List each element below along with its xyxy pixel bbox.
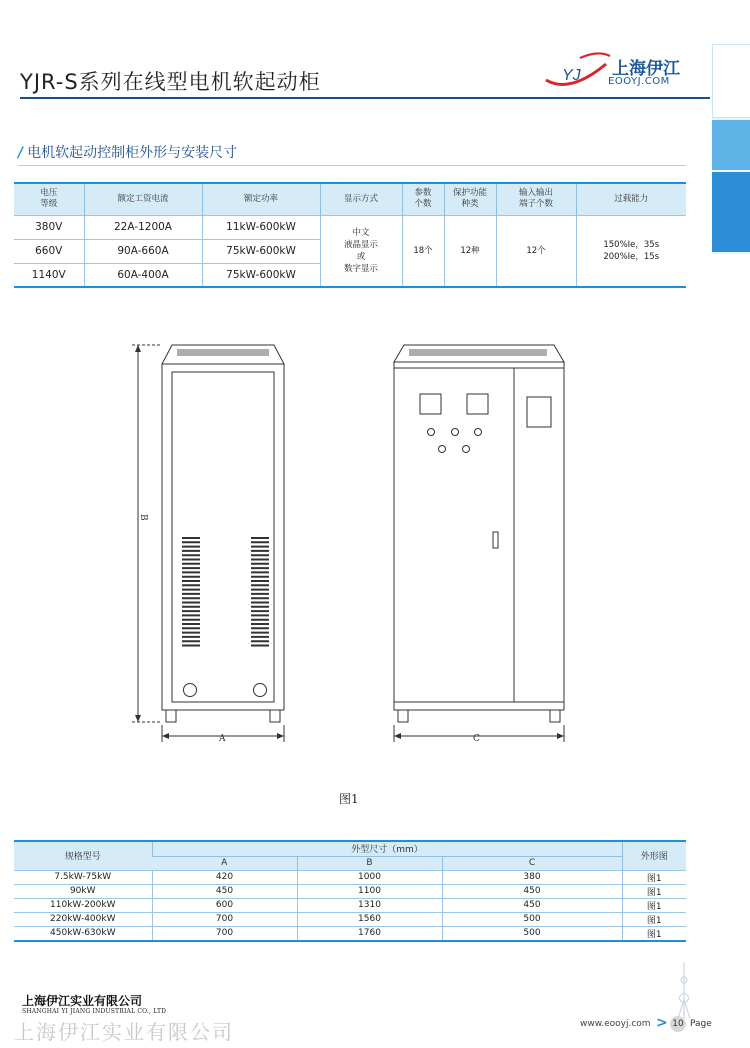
cell-params: 18个 — [402, 215, 444, 287]
logo-en-text: EOOYJ.COM — [608, 76, 670, 87]
table-row — [14, 912, 686, 926]
side-view-cabinet — [162, 345, 284, 722]
header-params: 参数 个数 — [402, 183, 444, 215]
header-current: 额定工资电流 — [84, 183, 202, 215]
cell-protection: 12种 — [444, 215, 496, 287]
header-display: 显示方式 — [320, 183, 402, 215]
cell-c: 500 — [442, 912, 622, 926]
cell-c: 450 — [442, 898, 622, 912]
dimension-lines-left — [132, 345, 284, 742]
louver-left — [182, 538, 200, 646]
cell-model: 220kW-400kW — [14, 912, 152, 926]
header-fig: 外形图 — [622, 841, 686, 870]
cell-b: 1560 — [297, 912, 442, 926]
cell-current: 22A-1200A — [84, 215, 202, 239]
cell-fig: 图1 — [622, 870, 686, 884]
cell-voltage: 380V — [14, 215, 84, 239]
footer-company: 上海伊江实业有限公司 — [22, 994, 143, 1008]
logo-cn-text: 上海伊江 — [612, 59, 680, 79]
header-io: 输入输出 端子个数 — [496, 183, 576, 215]
cabinet-drawing — [0, 330, 750, 750]
dim-label-b: B — [138, 514, 148, 521]
table-row — [14, 926, 686, 941]
header-col-c: C — [442, 856, 622, 870]
cell-current: 90A-660A — [84, 239, 202, 263]
louver-right — [251, 538, 269, 646]
cell-model: 110kW-200kW — [14, 898, 152, 912]
top-vent-left — [178, 349, 268, 356]
header-col-b: B — [297, 856, 442, 870]
cell-current: 60A-400A — [84, 263, 202, 287]
cell-b: 1100 — [297, 884, 442, 898]
section-divider — [18, 165, 686, 166]
footer-url[interactable]: www.eooyj.com — [580, 1019, 651, 1029]
cell-b: 1000 — [297, 870, 442, 884]
cell-a: 700 — [152, 926, 297, 941]
side-tab-top — [712, 44, 750, 118]
footer-watermark: 上海伊江实业有限公司 — [14, 1020, 234, 1044]
cell-a: 450 — [152, 884, 297, 898]
cell-fig: 图1 — [622, 912, 686, 926]
table-row — [14, 870, 686, 884]
top-vents — [178, 349, 546, 356]
side-tab-middle — [712, 120, 750, 170]
cell-voltage: 660V — [14, 239, 84, 263]
vent-louvers — [182, 538, 269, 646]
section-heading — [18, 142, 237, 162]
cell-model: 90kW — [14, 884, 152, 898]
section-heading-text: 电机软起动控制柜外形与安装尺寸 — [27, 145, 238, 161]
cell-c: 380 — [442, 870, 622, 884]
cell-a: 420 — [152, 870, 297, 884]
cell-a: 600 — [152, 898, 297, 912]
cell-b: 1760 — [297, 926, 442, 941]
cell-power: 75kW-600kW — [202, 263, 320, 287]
spec-header-row — [14, 183, 686, 215]
header-protection: 保护功能 种类 — [444, 183, 496, 215]
cell-io: 12个 — [496, 215, 576, 287]
tower-icon — [664, 960, 704, 1020]
header-overload: 过载能力 — [576, 183, 686, 215]
table-row — [14, 884, 686, 898]
table-row — [14, 898, 686, 912]
header-voltage: 电压 等级 — [14, 183, 84, 215]
header-divider — [20, 97, 710, 99]
cell-model: 450kW-630kW — [14, 926, 152, 941]
footer-arrow-icon: > — [656, 1015, 668, 1031]
table-row — [14, 215, 686, 239]
cell-model: 7.5kW-75kW — [14, 870, 152, 884]
cell-voltage: 1140V — [14, 263, 84, 287]
cell-power: 75kW-600kW — [202, 239, 320, 263]
dimension-table — [14, 840, 686, 942]
page-number: 10 — [670, 1016, 686, 1032]
header-power: 额定功率 — [202, 183, 320, 215]
cell-fig: 图1 — [622, 926, 686, 941]
slash-icon: / — [18, 145, 24, 161]
header-model: 规格型号 — [14, 841, 152, 870]
dim-label-a: A — [219, 734, 226, 744]
cell-b: 1310 — [297, 898, 442, 912]
cell-c: 500 — [442, 926, 622, 941]
header-dims: 外型尺寸（mm） — [152, 841, 622, 856]
cell-fig: 图1 — [622, 884, 686, 898]
logo-mark: YJ — [562, 67, 581, 84]
header-col-a: A — [152, 856, 297, 870]
page-title: YJR-S系列在线型电机软起动柜 — [20, 70, 321, 94]
footer-company-en: SHANGHAI YI JIANG INDUSTRIAL CO., LTD — [22, 1008, 167, 1015]
cell-power: 11kW-600kW — [202, 215, 320, 239]
page-label: Page — [690, 1019, 712, 1029]
cell-c: 450 — [442, 884, 622, 898]
cell-fig: 图1 — [622, 898, 686, 912]
cell-a: 700 — [152, 912, 297, 926]
top-vent-right — [410, 349, 546, 356]
spec-table — [14, 182, 686, 288]
side-tab-bottom — [712, 172, 750, 252]
figure-caption: 图1 — [339, 792, 359, 806]
cell-display: 中文 液晶显示 或 数字显示 — [320, 215, 402, 287]
dim-header-row — [14, 841, 686, 856]
dim-label-c: C — [473, 734, 480, 744]
front-view-cabinet — [394, 345, 564, 722]
cell-overload: 150%Ie，35s 200%Ie，15s — [576, 215, 686, 287]
